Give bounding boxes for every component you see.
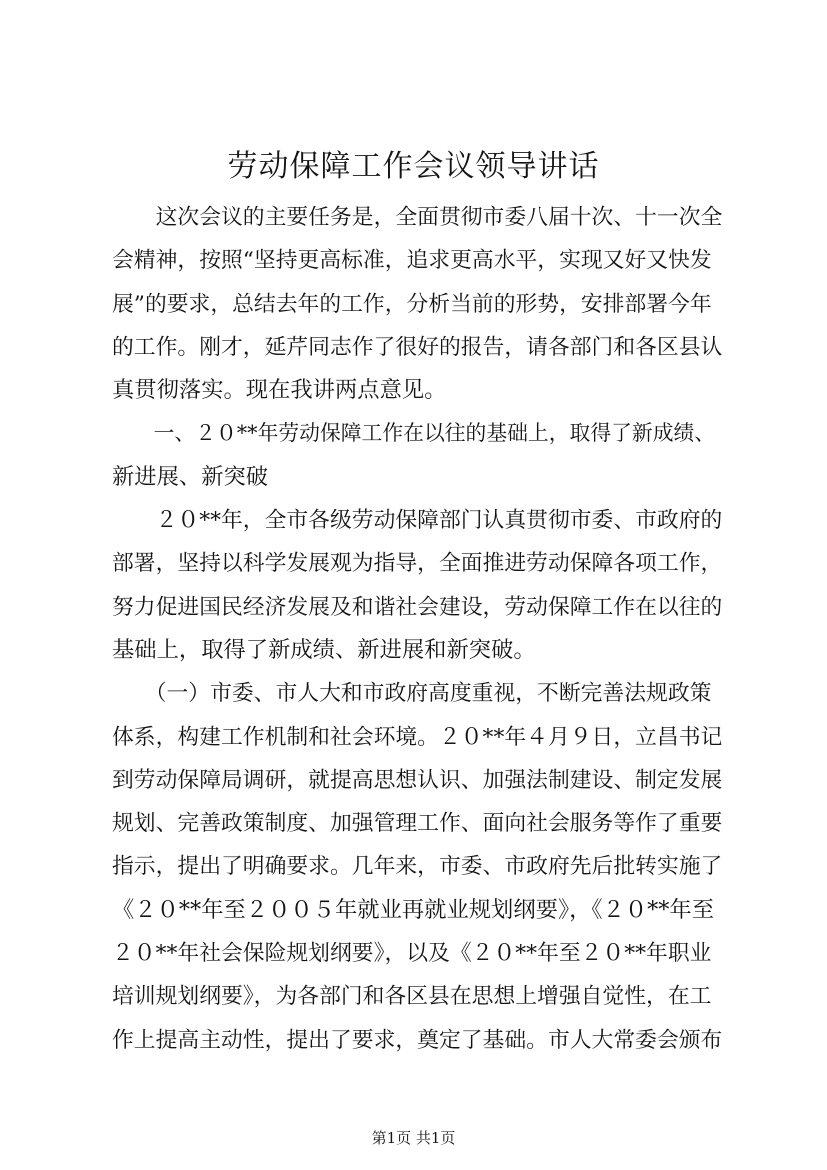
text-line: 会精神，按照“坚持更高标准，追求更高水平，实现又好又快发 — [112, 248, 712, 274]
document-body — [112, 196, 724, 1062]
text-line: 体系，构建工作机制和社会环境。２０**年４月９日，立昌书记 — [112, 724, 723, 750]
page-footer: 第1页 共1页 — [371, 1129, 456, 1147]
text-line: 的工作。刚才，延芹同志作了很好的报告，请各部门和各区县认 — [112, 334, 723, 360]
text-line: 部署，坚持以科学发展观为指导，全面推进劳动保障各项工作， — [112, 551, 723, 577]
text-line: 培训规划纲要》，为各部门和各区县在思想上增强自觉性，在工 — [112, 984, 712, 1010]
text-line: （一）市委、市人大和市政府高度重视，不断完善法规政策 — [112, 681, 712, 707]
text-line: 到劳动保障局调研，就提高思想认识、加强法制建设、制定发展 — [112, 767, 723, 793]
text-line: 一、２０**年劳动保障工作在以往的基础上，取得了新成绩、 — [112, 421, 716, 446]
text-line: 指示，提出了明确要求。几年来，市委、市政府先后批转实施了 — [112, 854, 723, 880]
text-line: 新进展、新突破 — [112, 463, 269, 490]
text-line: 规划、完善政策制度、加强管理工作、面向社会服务等作了重要 — [112, 811, 723, 837]
text-line: ２０**年社会保险规划纲要》，以及《２０**年至２０**年职业 — [112, 941, 712, 967]
text-line: 这次会议的主要任务是，全面贯彻市委八届十次、十一次全 — [112, 205, 723, 230]
text-line: 真贯彻落实。现在我讲两点意见。 — [112, 377, 447, 404]
text-line: 展”的要求，总结去年的工作，分析当前的形势，安排部署今年 — [112, 291, 712, 317]
text-line: 作上提高主动性，提出了要求，奠定了基础。市人大常委会颁布 — [112, 1027, 723, 1053]
document-title: 劳动保障工作会议领导讲话 — [227, 149, 600, 184]
text-line: 基础上，取得了新成绩、新进展和新突破。 — [112, 636, 536, 663]
text-line: 《２０**年至２００５年就业再就业规划纲要》，《２０**年至 — [112, 896, 715, 923]
text-line: 努力促进国民经济发展及和谐社会建设，劳动保障工作在以往的 — [112, 594, 723, 620]
text-line: ２０**年，全市各级劳动保障部门认真贯彻市委、市政府的 — [112, 508, 723, 534]
